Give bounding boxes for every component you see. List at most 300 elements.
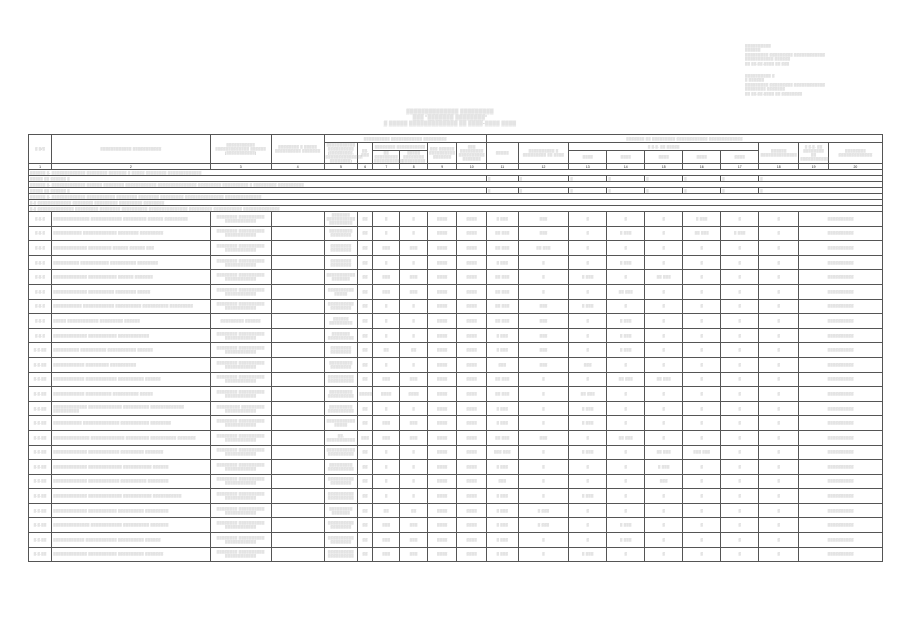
table-cell: ▒▒▒ (373, 430, 400, 445)
table-cell: ▒ (607, 241, 645, 256)
table-cell: ▒▒ (358, 212, 373, 227)
table-cell: ▒ (518, 372, 569, 387)
table-cell: ▒▒▒▒▒▒▒▒▒ ▒▒▒▒▒▒▒▒ (324, 226, 358, 241)
table-row (29, 343, 883, 358)
table-cell: ▒ (721, 387, 759, 402)
table-cell: ▒▒▒▒ (427, 212, 457, 227)
table-cell: ▒ (759, 255, 799, 270)
table-cell: ▒ (645, 343, 683, 358)
table-cell: ▒ (721, 372, 759, 387)
band-value: ▒ (569, 188, 607, 194)
col-group-years: ▒ ▒.▒. ▒▒ ▒▒▒▒▒ (569, 143, 759, 151)
table-cell: ▒ (759, 489, 799, 504)
table-cell: ▒▒ (358, 445, 373, 460)
table-cell: ▒▒▒▒▒▒▒▒ ▒▒▒▒▒▒▒▒▒▒ ▒▒▒▒▒▒▒▒▒▒▒▒ (210, 547, 271, 562)
table-cell: ▒ (683, 503, 721, 518)
table-row (29, 387, 883, 402)
table-cell: ▒▒▒▒ (457, 241, 487, 256)
table-cell: ▒▒▒ (373, 518, 400, 533)
table-cell: ▒ (721, 430, 759, 445)
table-cell: ▒▒▒▒▒▒▒▒▒▒ ▒▒▒▒▒▒▒▒▒▒ (324, 547, 358, 562)
table-cell: ▒ (759, 241, 799, 256)
title-line: ▒ ▒▒▒▒▒ ▒▒▒▒▒▒▒▒▒▒▒▒▒ ▒▒ ▒▒▒▒-▒▒▒▒ ▒▒▒▒ (383, 122, 517, 128)
table-cell: ▒▒▒▒▒▒▒▒▒▒ (799, 489, 883, 504)
table-cell: ▒.▒.▒▒ (29, 547, 52, 562)
column-number: 6 (358, 164, 373, 170)
table-cell: ▒▒▒ (487, 474, 519, 489)
table-cell: ▒▒▒▒▒▒▒▒ ▒▒▒▒▒▒▒▒▒▒ ▒▒▒▒▒▒▒▒▒▒▒▒ (210, 518, 271, 533)
table-cell: ▒ (373, 401, 400, 416)
table-cell: ▒ (759, 474, 799, 489)
table-cell: ▒ (683, 284, 721, 299)
table-cell: ▒▒ ▒▒▒ (487, 372, 519, 387)
table-cell: ▒ (759, 284, 799, 299)
table-cell: ▒▒▒▒ (427, 372, 457, 387)
table-cell: ▒▒▒▒▒▒▒▒ ▒▒▒▒▒▒▒▒▒▒ ▒▒▒▒▒▒▒▒▒▒▒▒ (210, 533, 271, 548)
table-cell: ▒ ▒▒▒ (721, 226, 759, 241)
corner-line: ▒▒▒▒▒▒▒▒ ▒▒▒▒▒▒▒ (745, 87, 786, 92)
table-cell: ▒▒▒▒ (457, 212, 487, 227)
table-cell: ▒ (683, 547, 721, 562)
corner-line: ▒▒▒▒▒▒▒▒▒▒▒ ▒▒▒▒▒▒ (745, 57, 791, 62)
table-cell: ▒▒▒▒▒▒▒▒▒▒ (799, 226, 883, 241)
table-row (29, 372, 883, 387)
column-number: 19 (799, 164, 829, 170)
band-text: ▒.▒ ▒▒▒▒▒▒▒▒▒▒▒▒▒▒ ▒▒▒▒▒▒▒▒▒ ▒▒▒▒▒▒▒▒ ▒▒▒▒▒▒▒▒▒▒ ▒▒▒▒▒▒▒▒▒▒▒▒▒▒▒ ▒▒▒▒▒▒▒▒▒ ▒▒▒▒▒▒▒▒▒▒▒ ▒▒▒▒▒▒▒▒▒▒▒▒▒▒ (29, 206, 883, 212)
table-cell: ▒ (400, 255, 427, 270)
table-cell: ▒.▒.▒▒ (29, 401, 52, 416)
table-cell: ▒▒▒▒▒▒▒ ▒▒▒▒▒▒▒▒▒▒▒ ▒▒▒▒▒▒▒▒▒ (324, 212, 358, 227)
table-cell: ▒▒▒▒▒▒▒▒▒▒▒▒ ▒▒▒▒▒▒▒▒▒▒▒▒ ▒▒▒▒▒▒▒▒▒▒ ▒▒▒▒▒▒ (52, 533, 210, 548)
table-cell: ▒.▒.▒▒ (29, 489, 52, 504)
table-cell: ▒.▒.▒▒ (29, 518, 52, 533)
table-cell: ▒ ▒▒▒ (569, 401, 607, 416)
table-cell (271, 547, 324, 562)
table-cell (271, 270, 324, 285)
table-row (29, 430, 883, 445)
table-cell: ▒.▒.▒ (29, 314, 52, 329)
table-cell: ▒▒▒ (569, 357, 607, 372)
table-cell: ▒▒▒ (373, 372, 400, 387)
table-cell: ▒ ▒▒▒ (683, 212, 721, 227)
band-value: ▒ (487, 188, 519, 194)
table-cell: ▒▒▒▒▒▒▒▒▒▒ ▒▒▒▒▒ (324, 284, 358, 299)
col-header-year-1: ▒▒▒▒ (569, 151, 607, 164)
table-cell: ▒▒▒▒▒▒▒▒▒▒▒ ▒▒▒▒▒▒▒▒▒▒▒▒▒ ▒▒▒▒▒▒▒▒ ▒▒▒▒▒▒▒▒▒ (52, 226, 210, 241)
table-cell: ▒▒▒▒ (457, 299, 487, 314)
table-cell: ▒▒▒ (518, 430, 569, 445)
table-cell: ▒ ▒▒▒ (607, 255, 645, 270)
table-cell: ▒▒▒▒ (427, 460, 457, 475)
table-cell: ▒▒▒▒ (427, 255, 457, 270)
table-cell: ▒▒ ▒▒▒ (683, 226, 721, 241)
table-cell: ▒ (645, 357, 683, 372)
table-cell: ▒▒▒▒▒▒▒▒▒▒▒▒▒▒ ▒▒▒▒▒▒▒▒▒▒▒▒ ▒▒▒▒▒▒▒▒▒▒ ▒▒▒▒▒▒▒ (52, 518, 210, 533)
table-cell: ▒ (683, 518, 721, 533)
table-cell: ▒▒▒ (373, 241, 400, 256)
table-cell: ▒▒▒▒ (427, 299, 457, 314)
column-number: 10 (457, 164, 487, 170)
table-cell: ▒ (683, 241, 721, 256)
table-cell: ▒▒ ▒▒▒ (487, 314, 519, 329)
band-text: ▒▒▒▒▒ ▒▒ ▒▒▒▒▒▒ ▒ (29, 188, 487, 194)
table-cell: ▒▒▒▒▒▒▒▒▒▒ (799, 343, 883, 358)
table-cell: ▒ (518, 284, 569, 299)
table-cell: ▒ ▒▒▒ (487, 416, 519, 431)
table-cell: ▒ (721, 255, 759, 270)
table-cell: ▒▒▒ (518, 314, 569, 329)
table-cell: ▒.▒.▒ (29, 328, 52, 343)
corner-spacer (745, 66, 885, 74)
table-cell: ▒ (645, 314, 683, 329)
table-cell: ▒.▒.▒▒ (29, 357, 52, 372)
column-number: 11 (487, 164, 519, 170)
table-cell: ▒▒▒▒▒▒▒▒▒▒ (799, 357, 883, 372)
table-cell: ▒▒▒▒ (457, 328, 487, 343)
table-cell: ▒.▒.▒ (29, 226, 52, 241)
table-cell: ▒ ▒▒▒ (487, 533, 519, 548)
col-header-before: ▒▒▒▒▒▒▒▒▒▒ ▒ ▒▒▒▒▒▒▒▒▒ ▒▒ ▒▒▒▒ (518, 143, 569, 164)
table-cell (271, 518, 324, 533)
table-cell: ▒▒▒▒▒▒▒▒▒▒▒▒▒ ▒▒▒▒▒▒▒▒▒▒▒▒ ▒▒▒▒▒▒▒▒▒ ▒▒▒▒▒▒▒ (52, 445, 210, 460)
table-cell: ▒ (607, 387, 645, 402)
table-cell: ▒ (569, 212, 607, 227)
table-cell: ▒▒ (358, 357, 373, 372)
table-cell: ▒▒▒▒▒▒▒▒▒▒ (799, 284, 883, 299)
table-cell: ▒.▒.▒▒ (29, 503, 52, 518)
table-cell: ▒▒▒▒▒▒▒▒▒▒▒▒ ▒▒▒▒▒▒▒▒▒▒▒▒ ▒▒▒▒▒▒▒▒▒▒ ▒▒▒▒▒▒ (52, 372, 210, 387)
table-cell: ▒▒▒▒▒▒▒▒▒▒ (799, 430, 883, 445)
table-cell: ▒▒▒ ▒▒▒ (487, 445, 519, 460)
corner-line: ▒▒▒▒▒▒ (745, 48, 761, 53)
corner-line: ▒▒▒▒▒▒▒▒▒▒ (745, 44, 772, 48)
table-cell: ▒▒▒ ▒▒▒ (683, 445, 721, 460)
table-cell: ▒ (518, 401, 569, 416)
table-cell: ▒ (645, 489, 683, 504)
table-row (29, 503, 883, 518)
table-cell: ▒▒▒▒ (373, 387, 400, 402)
table-cell: ▒ (607, 547, 645, 562)
table-row (29, 255, 883, 270)
table-cell: ▒ (683, 314, 721, 329)
table-cell: ▒▒▒▒▒▒▒▒▒▒ (799, 547, 883, 562)
table-cell: ▒ ▒▒▒ (487, 460, 519, 475)
table-cell: ▒ (400, 460, 427, 475)
table-cell (271, 284, 324, 299)
table-row (29, 270, 883, 285)
column-number: 14 (607, 164, 645, 170)
corner-line: ▒ ▒▒▒▒▒▒ (745, 78, 765, 83)
table-cell: ▒▒ (400, 503, 427, 518)
table-cell: ▒▒▒▒▒▒▒▒▒▒ ▒▒▒▒▒▒▒▒▒▒ (324, 372, 358, 387)
table-cell: ▒▒▒▒▒▒▒▒ ▒▒▒▒▒▒▒▒▒▒ ▒▒▒▒▒▒▒▒▒▒▒▒ (210, 241, 271, 256)
table-cell: ▒ (607, 212, 645, 227)
table-cell: ▒ (645, 387, 683, 402)
table-cell: ▒▒ ▒▒▒ (487, 241, 519, 256)
table-cell: ▒▒ (358, 474, 373, 489)
band-value: ▒ (607, 188, 645, 194)
band-value: ▒ (518, 176, 569, 182)
table-cell: ▒▒▒▒ (427, 270, 457, 285)
table-cell: ▒▒▒▒ (427, 518, 457, 533)
table-cell: ▒▒▒▒▒▒▒▒▒▒ ▒▒▒▒▒▒▒▒▒▒▒ ▒▒▒▒▒▒▒▒▒▒ ▒▒▒▒▒▒▒▒ (52, 255, 210, 270)
table-cell: ▒ (721, 401, 759, 416)
table-cell: ▒ (645, 401, 683, 416)
table-cell: ▒ ▒▒▒ (569, 489, 607, 504)
table-cell: ▒▒▒▒▒▒▒▒▒ ▒▒▒▒▒▒▒▒▒▒ (324, 460, 358, 475)
table-row (29, 460, 883, 475)
table-cell: ▒ ▒▒▒ (569, 270, 607, 285)
table-cell: ▒ (759, 533, 799, 548)
table-cell: ▒▒▒▒▒▒▒▒▒▒▒▒▒ ▒▒▒▒▒▒▒▒▒▒▒ ▒▒▒▒▒▒▒▒▒▒ ▒▒▒▒▒▒▒ (52, 547, 210, 562)
col-header-address: ▒▒▒▒▒▒▒▒ ▒ ▒▒▒▒▒ ▒▒▒▒▒▒▒▒▒▒ ▒▒▒▒▒▒▒ (271, 135, 324, 164)
band-value: ▒ (683, 188, 721, 194)
table-cell: ▒▒ ▒▒▒ (607, 430, 645, 445)
table-cell: ▒.▒.▒▒ (29, 474, 52, 489)
table-cell: ▒▒▒▒ (427, 474, 457, 489)
table-cell: ▒▒▒▒▒▒▒▒ ▒▒▒▒▒▒▒▒▒▒ ▒▒▒▒▒▒▒▒▒▒▒▒ (210, 226, 271, 241)
table-cell: ▒▒▒ (645, 474, 683, 489)
table-cell: ▒▒▒ (400, 430, 427, 445)
table-cell: ▒ ▒▒▒ (487, 255, 519, 270)
table-cell: ▒▒▒▒ (457, 503, 487, 518)
table-cell: ▒▒ (358, 284, 373, 299)
corner-line: ▒▒▒▒▒▒▒▒▒▒ ▒ (745, 74, 775, 79)
column-number: 17 (721, 164, 759, 170)
table-row (29, 284, 883, 299)
table-cell: ▒▒ (358, 533, 373, 548)
table-cell (271, 299, 324, 314)
table-cell: ▒ (721, 474, 759, 489)
table-cell: ▒▒▒▒ (427, 328, 457, 343)
table-cell: ▒▒▒▒ (427, 387, 457, 402)
table-row (29, 357, 883, 372)
table-cell: ▒ (721, 489, 759, 504)
band-value: ▒ (759, 188, 883, 194)
table-row (29, 212, 883, 227)
table-cell: ▒▒▒▒ (427, 503, 457, 518)
band-value: ▒ (759, 176, 883, 182)
col-header-justification: ▒▒▒▒▒▒▒▒▒▒▒ ▒▒▒▒▒▒▒▒▒▒▒▒▒ ▒▒▒▒▒▒ (▒▒▒▒▒▒▒▒▒▒▒) (210, 135, 271, 164)
table-cell: ▒▒ ▒▒▒ (487, 430, 519, 445)
table-cell: ▒ (569, 430, 607, 445)
table-cell: ▒ (645, 241, 683, 256)
table-cell (271, 357, 324, 372)
table-cell: ▒ (645, 284, 683, 299)
table-cell: ▒ (645, 212, 683, 227)
table-cell: ▒▒▒▒▒▒▒▒▒▒ (799, 372, 883, 387)
table-cell: ▒▒▒▒ (457, 357, 487, 372)
table-cell: ▒▒▒ (518, 226, 569, 241)
table-cell: ▒▒▒▒ (427, 489, 457, 504)
table-cell: ▒▒▒▒▒▒▒▒▒ ▒▒▒▒▒▒▒ (324, 503, 358, 518)
table-cell: ▒▒▒▒▒▒▒▒▒ ▒▒▒▒▒▒▒▒▒▒ (324, 387, 358, 402)
table-row (29, 547, 883, 562)
table-cell: ▒ (400, 299, 427, 314)
table-cell: ▒.▒.▒ (29, 255, 52, 270)
document-title (300, 110, 600, 129)
table-cell: ▒ (569, 533, 607, 548)
corner-line: ▒▒▒▒▒▒▒▒▒ ▒▒▒▒▒▒▒▒▒ ▒▒▒▒▒▒▒▒▒▒▒▒ (745, 52, 826, 57)
table-cell: ▒▒▒▒ (457, 226, 487, 241)
table-row (29, 299, 883, 314)
table-cell: ▒▒▒▒ (427, 533, 457, 548)
table-cell: ▒▒ ▒▒▒ (569, 387, 607, 402)
table-cell: ▒▒▒ (400, 533, 427, 548)
table-cell: ▒▒▒▒▒▒▒▒▒▒▒▒▒ ▒▒▒▒▒▒▒▒▒▒▒▒▒ ▒▒▒▒▒▒▒▒▒▒▒ ▒▒▒▒▒▒▒▒▒▒▒ (52, 489, 210, 504)
table-cell: ▒▒ ▒▒▒ (487, 284, 519, 299)
table-cell: ▒▒▒▒▒▒▒▒▒▒ ▒▒▒▒▒▒▒▒▒▒ (324, 489, 358, 504)
table-cell: ▒ (607, 503, 645, 518)
table-row (29, 445, 883, 460)
table-cell: ▒.▒.▒▒ (29, 343, 52, 358)
table-cell: ▒.▒.▒▒ (29, 430, 52, 445)
table-cell: ▒.▒.▒▒ (29, 387, 52, 402)
table-cell: ▒ (759, 314, 799, 329)
table-cell: ▒ (645, 226, 683, 241)
table-cell: ▒ (607, 474, 645, 489)
table-cell: ▒▒, ▒▒▒▒▒▒▒▒▒▒▒ (324, 430, 358, 445)
table-cell: ▒▒ (358, 401, 373, 416)
table-cell: ▒▒▒▒▒▒▒▒▒▒▒▒ ▒▒▒▒▒▒▒▒▒ ▒▒▒▒▒▒▒▒▒▒ (52, 357, 210, 372)
column-number: 12 (518, 164, 569, 170)
table-cell: ▒▒▒▒▒▒▒▒▒▒ (799, 474, 883, 489)
table-cell: ▒▒▒▒▒▒▒▒ ▒▒▒▒▒▒▒▒▒▒ ▒▒▒▒▒▒▒▒▒▒▒▒ (210, 416, 271, 431)
table-cell: ▒ (759, 270, 799, 285)
table-cell: ▒ (400, 328, 427, 343)
table-cell: ▒▒▒▒▒▒▒▒ ▒▒▒▒▒▒▒▒▒▒ ▒▒▒▒▒▒▒▒▒▒▒▒ (210, 474, 271, 489)
table-cell: ▒▒ ▒▒▒ (645, 270, 683, 285)
table-cell: ▒▒▒▒ (457, 387, 487, 402)
table-cell: ▒▒▒ (400, 372, 427, 387)
table-cell: ▒▒▒▒▒▒▒▒▒▒▒ ▒▒▒▒▒▒▒▒▒▒▒▒▒▒ ▒▒▒▒▒▒▒▒▒▒▒ ▒▒▒▒▒▒▒▒ (52, 416, 210, 431)
table-cell: ▒ (518, 547, 569, 562)
table-cell: ▒▒▒▒▒▒▒▒▒▒ ▒▒▒▒▒▒▒▒ (324, 518, 358, 533)
band-value: ▒ (683, 176, 721, 182)
table-cell: ▒ (518, 533, 569, 548)
table-cell: ▒▒▒▒▒ (358, 387, 373, 402)
table-cell: ▒ (518, 387, 569, 402)
table-cell: ▒ (683, 460, 721, 475)
table-cell: ▒▒ (373, 343, 400, 358)
col-header-remaining: ▒ ▒.▒. ▒▒ ▒▒▒▒▒▒▒▒ ▒▒ ▒▒▒▒▒▒▒▒▒▒▒ (799, 143, 829, 164)
table-cell: ▒ (645, 533, 683, 548)
table-cell: ▒▒ ▒▒▒ (518, 241, 569, 256)
table-cell: ▒ ▒▒▒ (487, 328, 519, 343)
table-cell: ▒▒▒ (487, 357, 519, 372)
col-header-unit: ▒▒. ▒▒▒ (358, 143, 373, 164)
table-cell (271, 226, 324, 241)
table-cell: ▒▒ (358, 241, 373, 256)
column-number: 5 (324, 164, 358, 170)
table-cell: ▒ (721, 314, 759, 329)
table-cell: ▒▒▒▒▒▒▒▒ ▒▒▒▒▒▒▒▒▒▒ ▒▒▒▒▒▒▒▒▒▒▒▒ (210, 503, 271, 518)
table-cell: ▒ (607, 445, 645, 460)
table-cell: ▒ (683, 328, 721, 343)
table-cell: ▒ ▒▒▒ (487, 212, 519, 227)
table-cell: ▒ (683, 489, 721, 504)
table-cell (271, 314, 324, 329)
table-cell: ▒ ▒▒▒ (607, 518, 645, 533)
table-cell: ▒▒▒▒▒▒▒▒▒▒▒ ▒▒▒▒▒ (324, 416, 358, 431)
band-value: ▒ (645, 188, 683, 194)
table-cell: ▒▒▒▒▒▒▒▒▒▒ (799, 533, 883, 548)
table-cell: ▒ (683, 387, 721, 402)
table-cell: ▒▒▒▒ (427, 401, 457, 416)
table-cell: ▒ (645, 255, 683, 270)
table-cell: ▒▒▒▒▒▒▒▒▒▒▒▒▒ ▒▒▒▒▒▒▒▒▒▒▒ ▒▒▒▒▒▒ ▒▒▒▒▒▒▒ (52, 270, 210, 285)
table-cell: ▒ (721, 270, 759, 285)
table-cell: ▒▒▒▒▒▒▒▒ ▒▒▒▒▒▒▒▒▒▒ ▒▒▒▒▒▒▒▒▒▒▒▒ (210, 357, 271, 372)
table-cell: ▒▒▒▒▒▒▒▒▒ ▒▒▒▒▒▒▒▒▒ ▒▒▒▒▒▒▒▒▒▒▒▒ (210, 401, 271, 416)
table-cell: ▒▒▒▒ (457, 547, 487, 562)
table-cell: ▒.▒.▒▒ (29, 460, 52, 475)
table-cell: ▒ ▒▒▒ (569, 299, 607, 314)
table-cell: ▒▒▒ (400, 270, 427, 285)
table-cell: ▒ (373, 460, 400, 475)
table-cell: ▒ (607, 401, 645, 416)
col-subgroup-values: ▒▒▒▒▒▒▒▒ ▒▒▒▒▒▒▒▒▒▒▒ (373, 143, 428, 151)
col-header-after-value: ▒▒▒▒▒ ▒▒▒▒▒▒▒▒ ▒▒▒▒▒▒▒▒▒ (400, 151, 427, 164)
table-cell: ▒ (721, 533, 759, 548)
table-cell: ▒ (373, 328, 400, 343)
table-cell: ▒ (721, 357, 759, 372)
table-cell: ▒ (683, 255, 721, 270)
table-cell: ▒▒▒▒▒▒▒▒ ▒▒▒▒▒▒▒▒▒▒ ▒▒▒▒▒▒▒▒▒▒▒▒ (210, 489, 271, 504)
table-cell: ▒▒▒ (373, 533, 400, 548)
table-cell: ▒ (400, 314, 427, 329)
table-cell: ▒▒▒ (518, 328, 569, 343)
column-number: 18 (759, 164, 799, 170)
table-cell: ▒ (759, 460, 799, 475)
title-line: ▒▒▒ "▒▒▒▒▒▒▒ ▒▒▒▒▒▒▒▒" (412, 116, 488, 122)
table-cell: ▒▒▒▒▒▒▒▒▒ ▒▒▒▒▒▒▒▒▒▒ (324, 401, 358, 416)
table-cell: ▒ (569, 474, 607, 489)
table-cell: ▒▒▒▒▒▒▒▒▒▒▒ ▒▒▒▒▒▒▒▒▒▒ (324, 445, 358, 460)
col-header-year-5: ▒▒▒▒ (721, 151, 759, 164)
table-cell: ▒ (569, 518, 607, 533)
table-cell: ▒ ▒▒▒ (487, 401, 519, 416)
table-cell: ▒▒▒▒▒▒▒▒▒ ▒▒▒▒▒▒▒▒ (324, 357, 358, 372)
column-number: 2 (52, 164, 210, 170)
table-cell: ▒ (373, 299, 400, 314)
corner-line: ▒▒ ▒▒.▒▒.▒▒▒▒ ▒▒ ▒▒▒▒▒▒▒▒ (745, 91, 803, 96)
col-header-year-2: ▒▒▒▒ (607, 151, 645, 164)
table-cell: ▒ ▒▒▒ (487, 343, 519, 358)
table-cell: ▒ (569, 284, 607, 299)
table-cell: ▒ (759, 387, 799, 402)
table-cell: ▒▒ ▒▒▒ (645, 372, 683, 387)
table-cell: ▒▒▒ (373, 284, 400, 299)
table-cell: ▒▒▒▒ (427, 547, 457, 562)
table-cell: ▒▒▒▒▒▒▒▒▒▒▒▒▒▒ ▒▒▒▒▒▒▒▒▒▒▒▒▒ ▒▒▒▒▒▒▒▒▒ ▒▒▒▒▒▒▒▒▒▒ ▒▒▒▒▒▒▒ (52, 430, 210, 445)
table-cell: ▒ (518, 255, 569, 270)
table-cell: ▒▒▒▒▒▒▒▒▒▒ (799, 299, 883, 314)
table-cell: ▒ (683, 401, 721, 416)
band-text: ▒▒▒▒▒▒ ▒. ▒▒▒▒▒▒▒▒▒▒▒▒▒ ▒▒▒▒▒▒▒▒ ▒▒▒▒▒▒▒ ▒ ▒▒▒▒▒ ▒▒▒▒▒▒▒▒ ▒▒▒▒▒▒▒▒▒▒▒▒▒ (29, 170, 883, 176)
table-cell: ▒ (569, 314, 607, 329)
table-cell: ▒ (721, 445, 759, 460)
band-value: ▒ (607, 176, 645, 182)
table-cell: ▒▒▒▒ (457, 343, 487, 358)
table-cell: ▒▒▒▒ (400, 387, 427, 402)
table-cell (271, 474, 324, 489)
column-number: 16 (683, 164, 721, 170)
table-cell: ▒ (721, 460, 759, 475)
table-cell: ▒▒▒▒ (427, 343, 457, 358)
table-cell: ▒ ▒▒▒ (487, 518, 519, 533)
table-cell: ▒▒ (358, 270, 373, 285)
